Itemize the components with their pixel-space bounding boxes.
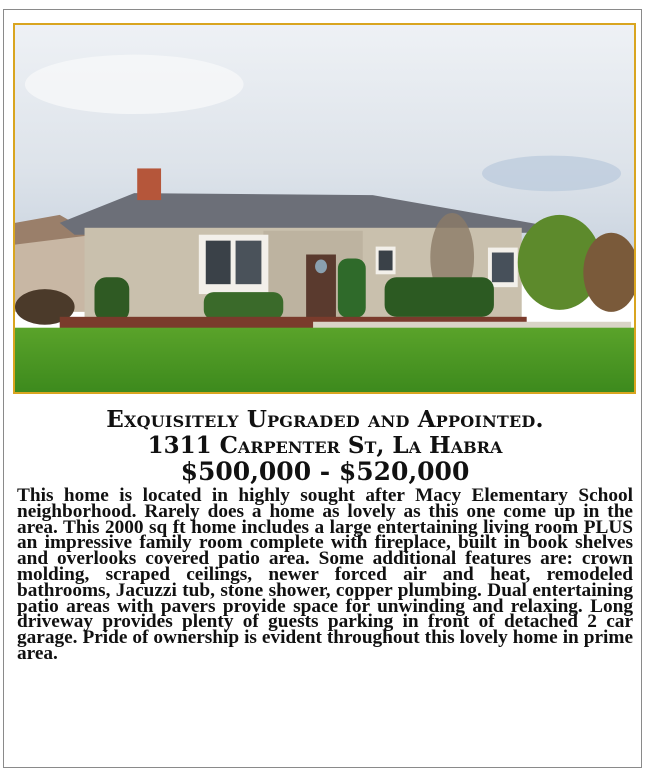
listing-card xyxy=(3,9,642,768)
chimney xyxy=(137,168,161,200)
listing-text xyxy=(15,407,635,662)
house-photo xyxy=(13,23,636,394)
listing-headline: Exquisitely Upgraded and Appointed. xyxy=(106,406,544,433)
listing-description: This home is located in highly sought after Macy Elementary School neighborhood. Rarely does a home as lovely as this one come up in the area. This 2000 sq ft home includes a large entertaining living room PLUS an impressive family room complete with fireplace, built in book shelves and overlooks covered patio area. Some additional features are: crown molding, scraped ceilings, newer forced air and heat, remodeled bathrooms, Jacuzzi tub, stone shower, copper plumbing. Dual entertaining patio areas with pavers provide space for unwinding and relaxing. Long driveway provides plenty of guests parking in front of detached 2 car garage. Pride of ownership is evident throughout this lovely home in prime area. xyxy=(17,485,633,664)
listing-address: 1311 Carpenter St, La Habra xyxy=(147,432,503,459)
listing-price: $500,000 - $520,000 xyxy=(180,457,470,486)
lawn xyxy=(15,328,634,392)
house-photo-illustration xyxy=(15,25,634,392)
